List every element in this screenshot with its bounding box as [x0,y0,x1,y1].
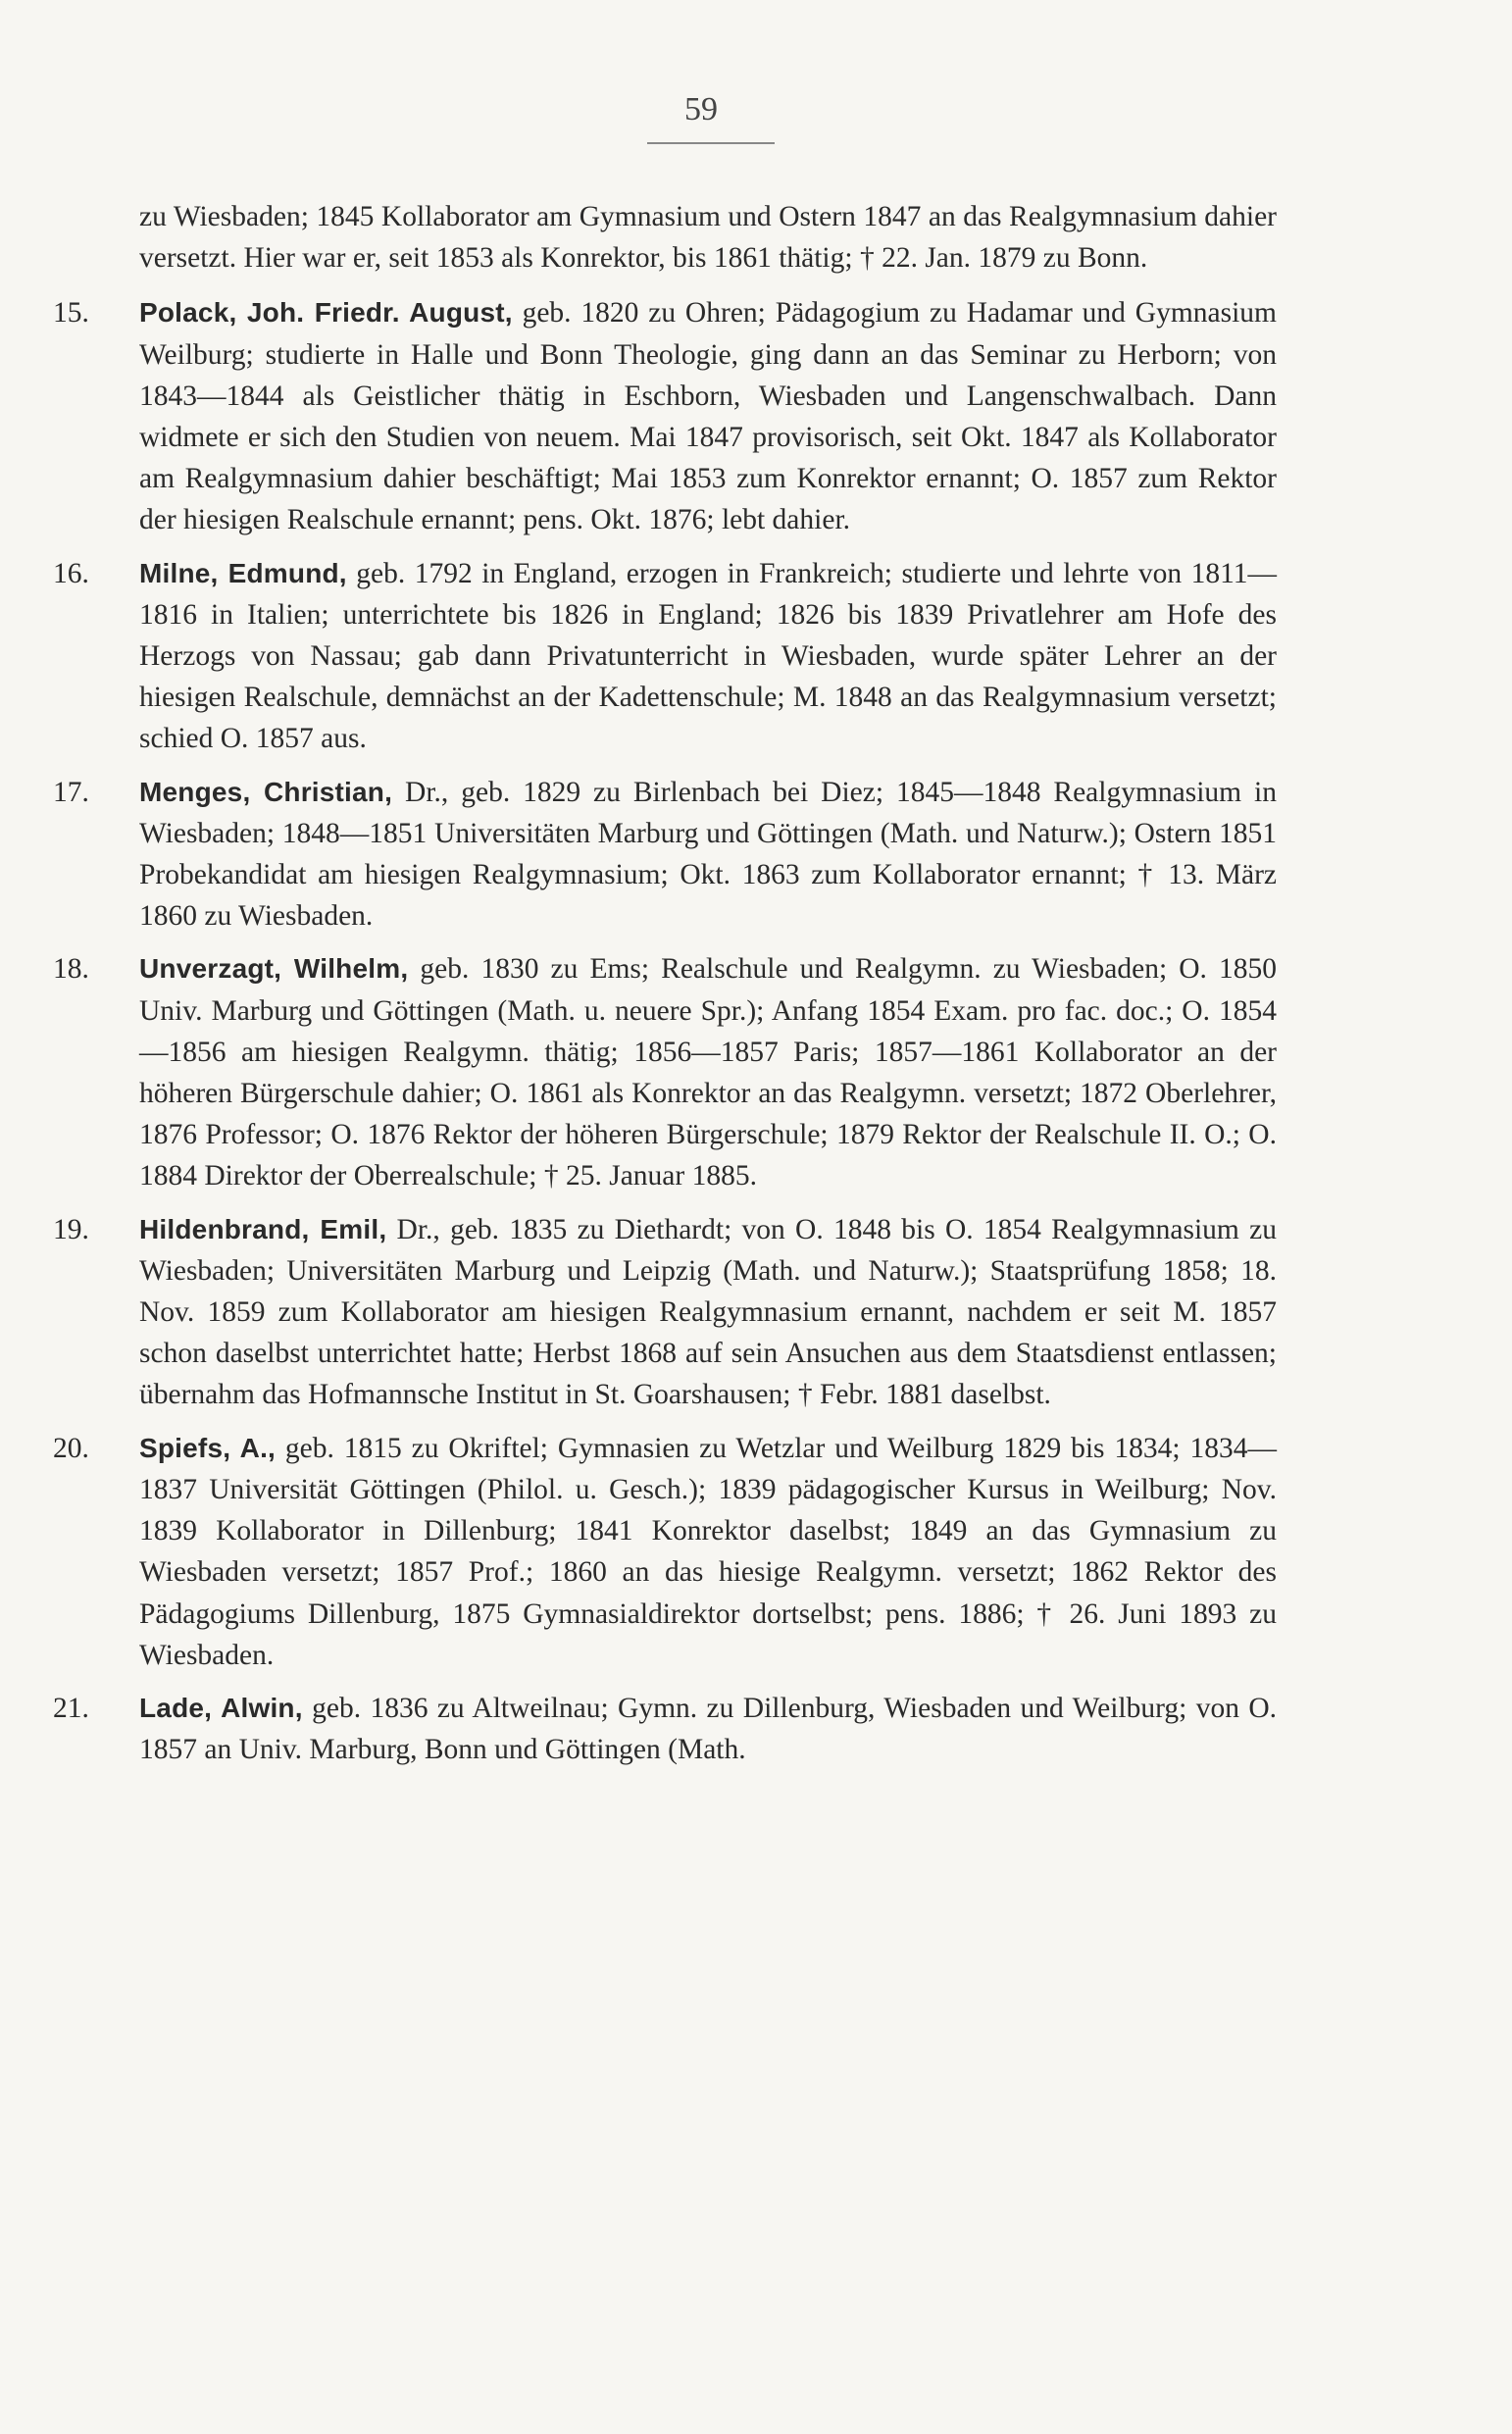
biography-entry [53,292,1277,540]
entry-name: Unverzagt, Wilhelm, [139,953,409,985]
entry-name: Lade, Alwin, [139,1692,303,1723]
biography-entry [53,1209,1277,1416]
entry-text: geb. 1830 zu Ems; Realschule und Realgymn. zu Wiesbaden; O. 1850 Univ. Marburg und Göttingen (Math. u. neuere Spr.); Anfang 1854 Exam. pro fac. doc.; O. 1854—1856 am hiesigen Realgymn. thätig; 1856—1857 Paris; 1857—1861 Kollaborator an der höheren Bürgerschule dahier; O. 1861 als Konrektor an das Realgymn. versetzt; 1872 Oberlehrer, 1876 Professor; O. 1876 Rektor der höheren Bürgerschule; 1879 Rektor der Realschule II. O.; O. 1884 Direktor der Oberrealschule; † 25. Januar 1885. [139,953,1277,1192]
entry-number: 18. [53,953,89,986]
entry-name: Milne, Edmund, [139,557,347,588]
page-number: 59 [684,91,718,127]
biography-entry [53,553,1277,760]
entry-name: Polack, Joh. Friedr. August, [139,297,513,329]
entry-text: geb. 1792 in England, erzogen in Frankreich; studierte und lehrte von 1811—1816 in Italien; unterrichtete bis 1826 in England; 1826 bis 1839 Privatlehrer am Hofe des Herzogs von Nassau; gab dann Privatunterricht in Wiesbaden, wurde später Lehrer an der hiesigen Realschule, demnächst an der Kadettenschule; M. 1848 an das Realgymnasium versetzt; schied O. 1857 aus. [139,557,1278,755]
entry-text: zu Wiesbaden; 1845 Kollaborator am Gymnasium und Ostern 1847 an das Realgymnasium dahier versetzt. Hier war er, seit 1853 als Konrektor, bis 1861 thätig; † 22. Jan. 1879 zu Bonn. [139,201,1277,275]
biography-entry [53,1428,1277,1676]
entry-number: 15. [53,297,89,330]
entry-text: geb. 1820 zu Ohren; Pädagogium zu Hadamar und Gymnasium Weilburg; studierte in Halle und Bonn Theologie, ging dann an das Seminar zu Herborn; von 1843—1844 als Geistlicher thätig in Eschborn, Wiesbaden und Langenschwalbach. Dann widmete er sich den Studien von neuem. Mai 1847 provisorisch, seit Okt. 1847 als Kollaborator am Realgymnasium dahier beschäftigt; Mai 1853 zum Konrektor ernannt; O. 1857 zum Rektor der hiesigen Realschule ernannt; pens. Okt. 1876; lebt dahier. [139,297,1277,536]
entry-number: 20. [53,1432,89,1464]
entry-number: 17. [53,776,89,808]
continuation-entry [53,196,1277,279]
entry-number: 16. [53,557,89,589]
biography-entry [53,948,1277,1196]
entry-text: geb. 1815 zu Okriftel; Gymnasien zu Wetzlar und Weilburg 1829 bis 1834; 1834—1837 Universität Göttingen (Philol. u. Gesch.); 1839 pädagogischer Kursus in Weilburg; Nov. 1839 Kollaborator in Dillenburg; 1841 Konrektor daselbst; 1849 an das Gymnasium zu Wiesbaden versetzt; 1857 Prof.; 1860 an das hiesige Realgymn. versetzt; 1862 Rektor des Pädagogiums Dillenburg, 1875 Gymnasialdirektor dortselbst; pens. 1886; † 26. Juni 1893 zu Wiesbaden. [139,1432,1277,1671]
entry-number: 19. [53,1213,89,1245]
entry-list [53,196,1277,1782]
entry-text: geb. 1836 zu Altweilnau; Gymn. zu Dillenburg, Wiesbaden und Weilburg; von O. 1857 an Univ. Marburg, Bonn und Göttingen (Math. [139,1692,1277,1766]
entry-name: Menges, Christian, [139,776,393,807]
entry-number: 21. [53,1692,89,1724]
header-rule [647,142,775,144]
entry-name: Spiefs, A., [139,1432,277,1463]
entry-name: Hildenbrand, Emil, [139,1213,387,1244]
entry-text: Dr., geb. 1829 zu Birlenbach bei Diez; 1845—1848 Realgymnasium in Wiesbaden; 1848—1851 Universitäten Marburg und Göttingen (Math. und Naturw.); Ostern 1851 Probekandidat am hiesigen Realgymnasium; Okt. 1863 zum Kollaborator ernannt; † 13. März 1860 zu Wiesbaden. [139,776,1278,933]
biography-entry [53,772,1277,938]
biography-entry [53,1688,1277,1770]
entry-text: Dr., geb. 1835 zu Diethardt; von O. 1848 bis O. 1854 Realgymnasium zu Wiesbaden; Universitäten Marburg und Leipzig (Math. und Naturw.); Staatsprüfung 1858; 18. Nov. 1859 zum Kollaborator am hiesigen Realgymnasium ernannt, nachdem er seit M. 1857 schon daselbst unterrichtet hatte; Herbst 1868 auf sein Ansuchen aus dem Staatsdienst entlassen; übernahm das Hofmannsche Institut in St. Goarshausen; † Febr. 1881 daselbst. [139,1213,1277,1411]
